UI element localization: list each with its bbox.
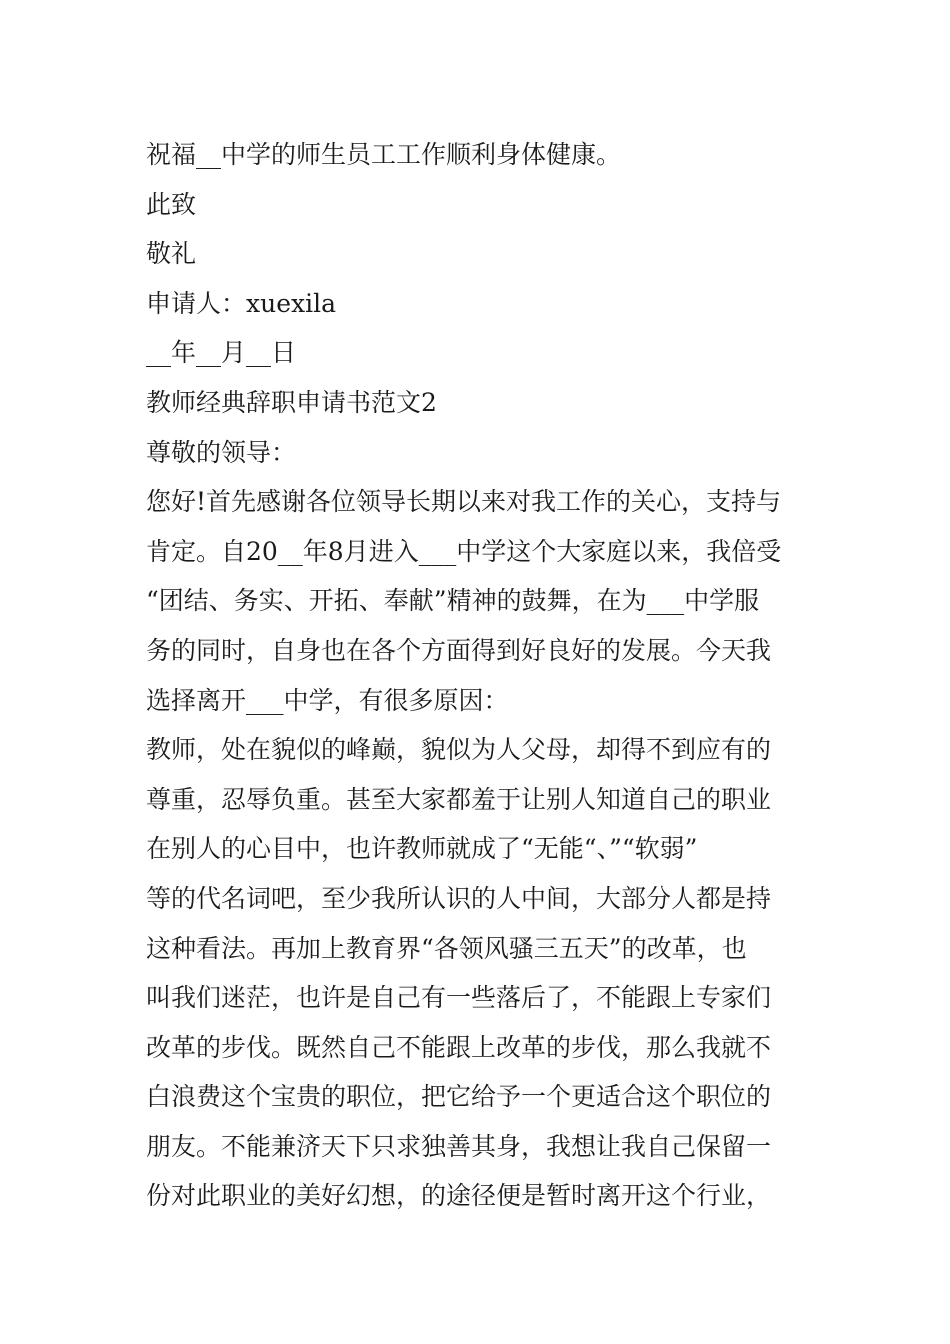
paragraph-line: 白浪费这个宝贵的职位，把它给予一个更适合这个职位的	[146, 1082, 772, 1112]
regards-line: 敬礼	[146, 239, 197, 269]
paragraph-line: 尊重，忍辱负重。甚至大家都羞于让别人知道自己的职业	[146, 784, 772, 814]
paragraph-line: 您好!首先感谢各位领导长期以来对我工作的关心，支持与	[146, 487, 782, 517]
paragraph-line: 叫我们迷茫，也许是自己有一些落后了，不能跟上专家们	[146, 983, 772, 1013]
date-line: __年__月__日	[146, 338, 297, 368]
paragraph-line: 务的同时，自身也在各个方面得到好良好的发展。今天我	[146, 635, 772, 665]
greeting-line: 尊敬的领导：	[146, 437, 297, 467]
paragraph-line: 这种看法。再加上教育界“各领风骚三五天”的改革，也	[146, 933, 747, 963]
applicant-line: 申请人：xuexila	[146, 288, 336, 318]
paragraph-line: 选择离开___中学，有很多原因：	[146, 685, 509, 715]
section-title: 教师经典辞职申请书范文2	[146, 387, 437, 417]
letter-body	[146, 130, 816, 1221]
paragraph-line: 改革的步伐。既然自己不能跟上改革的步伐，那么我就不	[146, 1032, 772, 1062]
salutation-close-line: 此致	[146, 189, 197, 219]
paragraph-line: “团结、务实、开拓、奉献”精神的鼓舞，在为___中学服	[146, 586, 760, 616]
paragraph-line: 教师，处在貌似的峰巅，貌似为人父母，却得不到应有的	[146, 735, 772, 765]
paragraph-line: 份对此职业的美好幻想，的途径便是暂时离开这个行业，	[146, 1181, 772, 1211]
closing-wish-line: 祝福__中学的师生员工工作顺利身体健康。	[146, 140, 622, 169]
paragraph-line: 在别人的心目中，也许教师就成了“无能“、”“软弱”	[146, 834, 698, 864]
paragraph-line: 朋友。不能兼济天下只求独善其身，我想让我自己保留一	[146, 1131, 772, 1161]
paragraph-line: 等的代名词吧，至少我所认识的人中间，大部分人都是持	[146, 883, 772, 913]
paragraph-line: 肯定。自20__年8月进入___中学这个大家庭以来，我倍受	[146, 536, 782, 566]
